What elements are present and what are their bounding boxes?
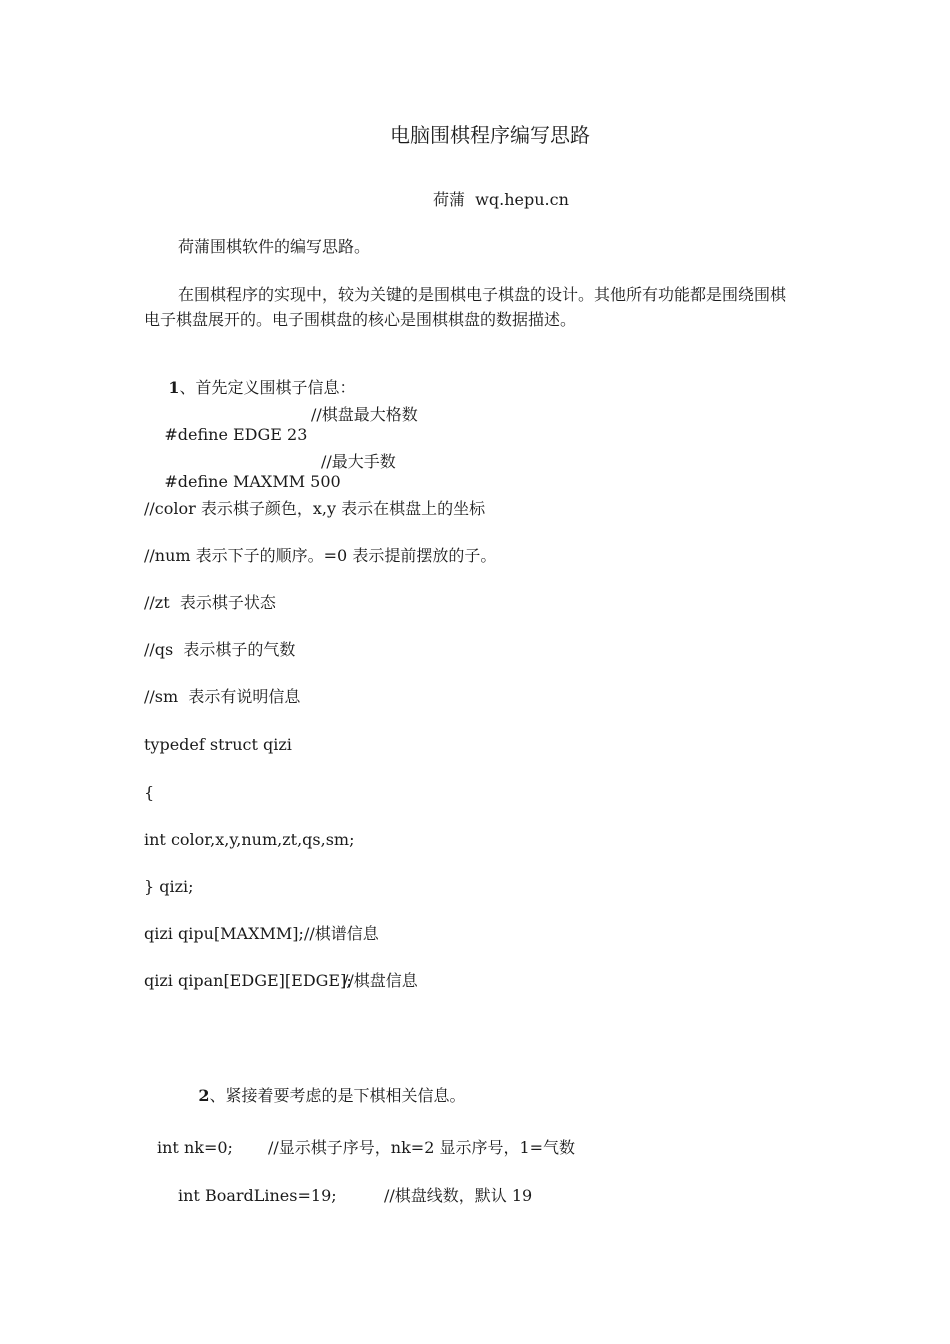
code-line: qizi qipu[MAXMM]; xyxy=(144,924,304,943)
code-comment: //最大手数 xyxy=(321,452,396,471)
code-comment: //棋谱信息 xyxy=(304,924,379,943)
code-comment: //棋盘线数，默认 19 xyxy=(384,1186,533,1205)
code-text: #define EDGE 23 xyxy=(164,425,308,444)
code-line: //qs 表示棋子的气数 xyxy=(144,640,296,659)
section-2-number: 2 xyxy=(198,1086,210,1105)
section-2-heading xyxy=(178,1066,466,1126)
code-line: int color,x,y,num,zt,qs,sm; xyxy=(144,830,355,849)
author-line: 荷蒲 wq.hepu.cn xyxy=(433,190,569,209)
paragraph-line-1: 在围棋程序的实现中，较为关键的是围棋电子棋盘的设计。其他所有功能都是围绕围棋 xyxy=(178,285,787,304)
document-title: 电脑围棋程序编写思路 xyxy=(390,123,590,147)
code-line: int BoardLines=19; xyxy=(178,1186,337,1205)
code-line: //color 表示棋子颜色，x,y 表示在棋盘上的坐标 xyxy=(144,499,486,518)
code-line: qizi qipan[EDGE][EDGE]; xyxy=(144,971,352,990)
code-line: int nk=0; xyxy=(157,1138,233,1157)
code-comment: //显示棋子序号，nk=2 显示序号，1=气数 xyxy=(268,1138,576,1157)
section-1-text: 、首先定义围棋子信息： xyxy=(179,378,356,397)
paragraph-line-2: 电子棋盘展开的。电子围棋盘的核心是围棋棋盘的数据描述。 xyxy=(144,310,577,329)
intro-paragraph: 荷蒲围棋软件的编写思路。 xyxy=(178,237,371,256)
code-line: //sm 表示有说明信息 xyxy=(144,687,301,706)
section-2-text: 、紧接着要考虑的是下棋相关信息。 xyxy=(209,1086,466,1105)
code-comment: //棋盘信息 xyxy=(343,971,418,990)
code-line: } qizi; xyxy=(144,877,194,896)
code-line: //num 表示下子的顺序。=0 表示提前摆放的子。 xyxy=(144,546,497,565)
code-line: typedef struct qizi xyxy=(144,735,292,754)
code-text: #define MAXMM 500 xyxy=(164,472,341,491)
code-line: { xyxy=(144,783,155,802)
section-1-number: 1 xyxy=(168,378,180,397)
code-comment: //棋盘最大格数 xyxy=(311,405,418,424)
code-line: //zt 表示棋子状态 xyxy=(144,593,276,612)
